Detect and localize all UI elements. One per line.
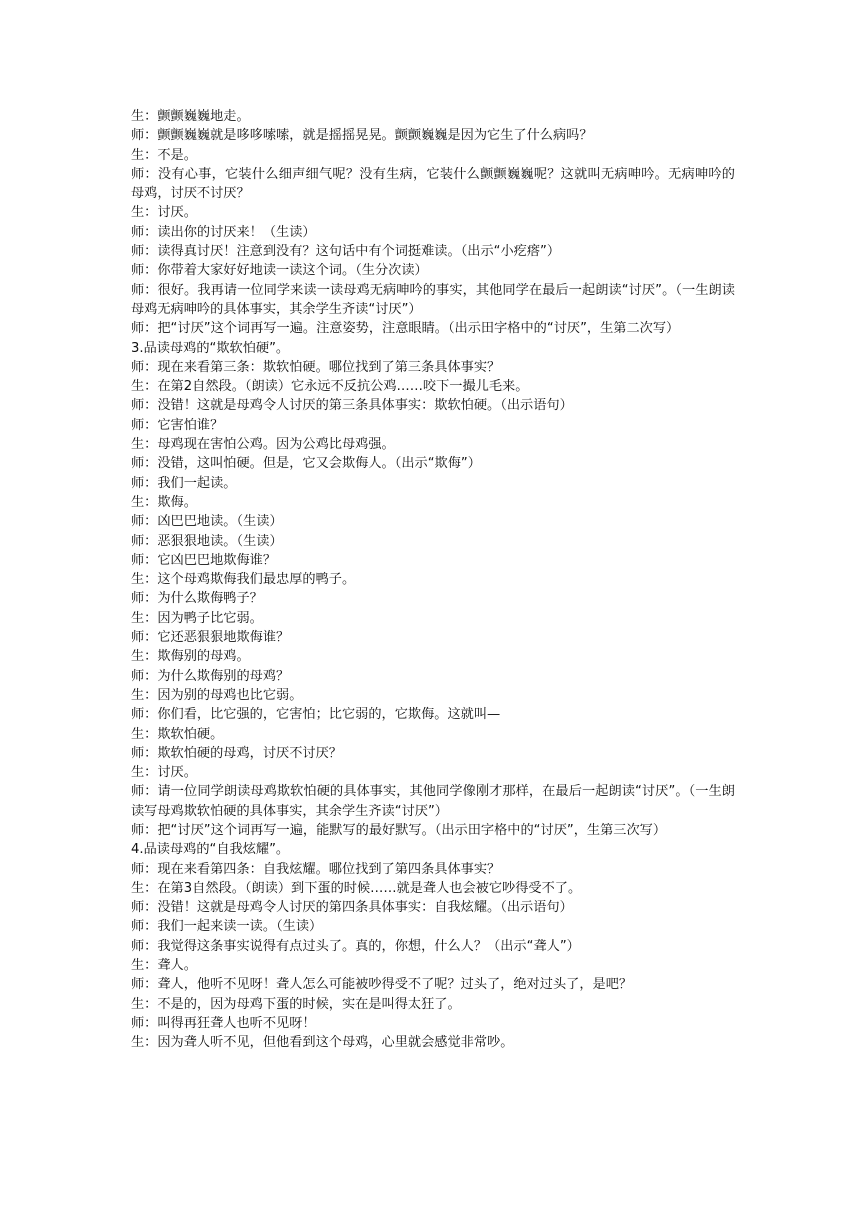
text-line: 生：欺软怕硬。 — [131, 726, 224, 742]
text-line: 生：讨厌。 — [131, 205, 197, 221]
text-line: 师：凶巴巴地读。（生读） — [131, 514, 283, 530]
text-line: 生：因为聋人听不见，但他看到这个母鸡，心里就会感觉非常吵。 — [131, 1035, 514, 1051]
text-line: 生：不是。 — [131, 147, 197, 163]
text-line: 师：欺软怕硬的母鸡，讨厌不讨厌？ — [131, 745, 342, 761]
text-line: 师：叫得再狂聋人也听不见呀！ — [131, 1015, 316, 1031]
text-line: 师：读出你的讨厌来！（生读） — [131, 224, 316, 240]
text-line: 生：欺侮。 — [131, 494, 197, 510]
text-line: 师：为什么欺侮别的母鸡？ — [131, 668, 290, 684]
text-line: 生：因为别的母鸡也比它弱。 — [131, 687, 303, 703]
text-line: 生：在第3自然段。（朗读）到下蛋的时候……就是聋人也会被它吵得受不了。 — [131, 880, 582, 896]
text-line: 师：请一位同学朗读母鸡欺软怕硬的具体事实，其他同学像刚才那样，在最后一起朗读“讨厌”。（一生朗读写母鸡欺软怕硬的具体事实，其余学生齐读“讨厌”） — [131, 784, 735, 819]
text-line: 师：颤颤巍巍就是哆哆嗦嗦，就是摇摇晃晃。颤颤巍巍是因为它生了什么病吗？ — [131, 128, 593, 144]
text-line: 师：没错，这叫怕硬。但是，它又会欺侮人。（出示“欺侮”） — [131, 456, 481, 472]
text-line: 师：它凶巴巴地欺侮谁？ — [131, 552, 277, 568]
text-line: 师：现在来看第三条：欺软怕硬。哪位找到了第三条具体事实？ — [131, 359, 501, 375]
text-line: 师：聋人，他听不见呀！聋人怎么可能被吵得受不了呢？过头了，绝对过头了，是吧？ — [131, 977, 633, 993]
text-line: 师：你带着大家好好地读一读这个词。（生分次读） — [131, 263, 428, 279]
text-line: 生：母鸡现在害怕公鸡。因为公鸡比母鸡强。 — [131, 437, 395, 453]
text-line: 师：把“讨厌”这个词再写一遍，能默写的最好默写。（出示田字格中的“讨厌”，生第三次写） — [131, 822, 667, 838]
text-line: 生：欺侮别的母鸡。 — [131, 649, 250, 665]
text-line: 生：在第2自然段。（朗读）它永远不反抗公鸡……咬下一撮儿毛来。 — [131, 379, 529, 395]
text-line: 师：我们一起来读一读。（生读） — [131, 919, 323, 935]
text-line: 生：因为鸭子比它弱。 — [131, 610, 263, 626]
text-line: 师：它害怕谁？ — [131, 417, 224, 433]
text-line: 师：恶狠狠地读。（生读） — [131, 533, 283, 549]
text-line: 师：现在来看第四条：自我炫耀。哪位找到了第四条具体事实？ — [131, 861, 501, 877]
section-heading: 4.品读母鸡的“自我炫耀”。 — [131, 842, 290, 858]
text-line: 师：为什么欺侮鸭子？ — [131, 591, 263, 607]
text-line: 师：我觉得这条事实说得有点过头了。真的，你想，什么人？（出示“聋人”） — [131, 938, 580, 954]
document-body — [131, 107, 735, 1053]
text-line: 生：聋人。 — [131, 958, 197, 974]
text-line: 师：我们一起读。 — [131, 475, 237, 491]
text-line: 师：把“讨厌”这个词再写一遍。注意姿势，注意眼睛。（出示田字格中的“讨厌”，生第二次写） — [131, 321, 680, 337]
text-line: 师：没错！这就是母鸡令人讨厌的第四条具体事实：自我炫耀。（出示语句） — [131, 900, 573, 916]
text-line: 生：颤颤巍巍地走。 — [131, 109, 250, 124]
text-line: 师：很好。我再请一位同学来读一读母鸡无病呻吟的事实，其他同学在最后一起朗读“讨厌”。（一生朗读母鸡无病呻吟的具体事实，其余学生齐读“讨厌”） — [131, 282, 735, 317]
text-line: 生：不是的，因为母鸡下蛋的时候，实在是叫得太狂了。 — [131, 996, 461, 1012]
text-line: 师：没错！这就是母鸡令人讨厌的第三条具体事实：欺软怕硬。（出示语句） — [131, 398, 573, 414]
section-heading: 3.品读母鸡的“欺软怕硬”。 — [131, 340, 290, 356]
text-line: 师：读得真讨厌！注意到没有？这句话中有个词挺难读。（出示“小疙瘩”） — [131, 244, 561, 260]
text-line: 师：你们看，比它强的，它害怕；比它弱的，它欺侮。这就叫— — [131, 707, 501, 723]
text-line: 师：没有心事，它装什么细声细气呢？没有生病，它装什么颤颤巍巍呢？这就叫无病呻吟。无病呻吟的母鸡，讨厌不讨厌？ — [131, 166, 735, 202]
text-line: 生：讨厌。 — [131, 765, 197, 781]
text-line: 生：这个母鸡欺侮我们最忠厚的鸭子。 — [131, 572, 356, 588]
text-line: 师：它还恶狠狠地欺侮谁？ — [131, 630, 290, 646]
